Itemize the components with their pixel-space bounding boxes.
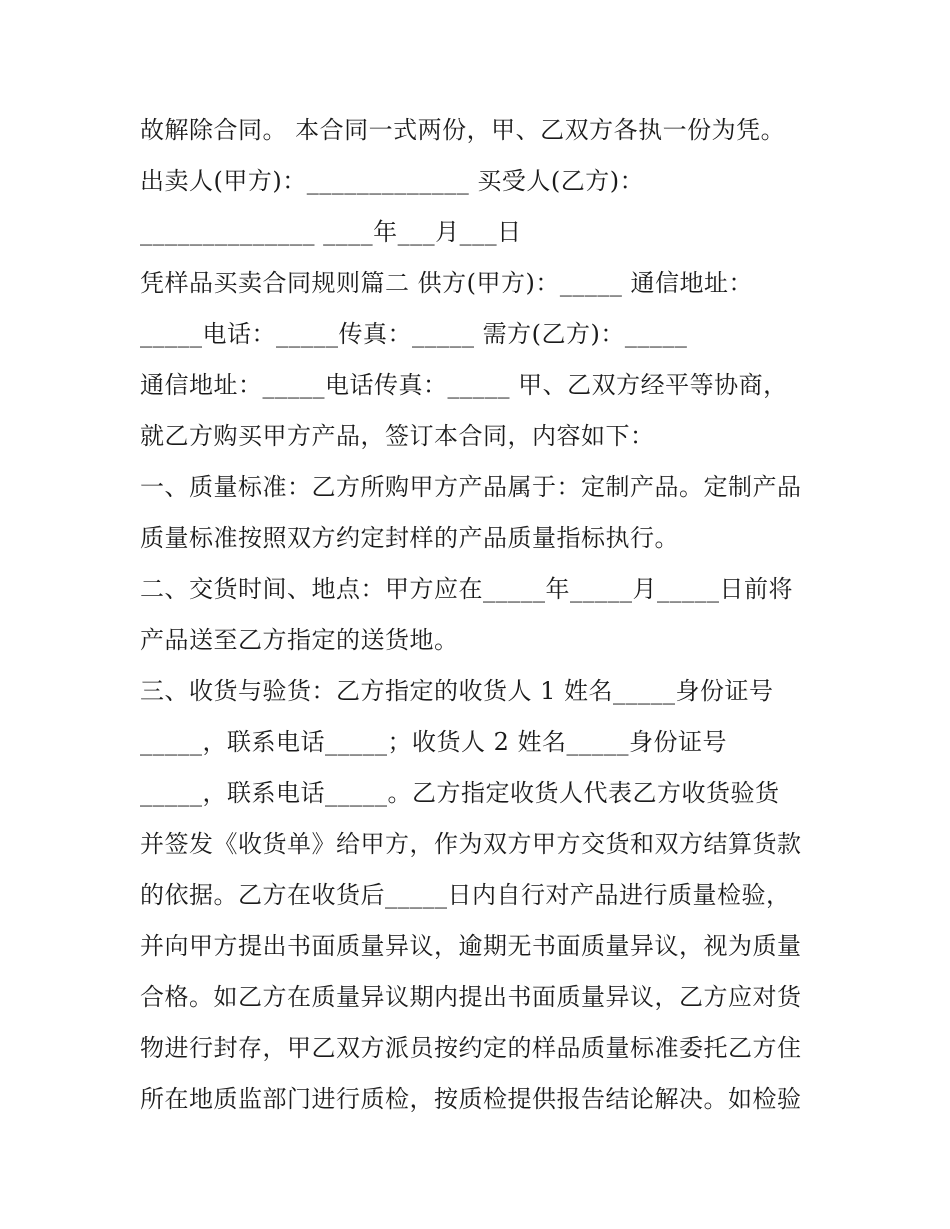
text-line: 凭样品买卖合同规则篇二 供方(甲方)：_____ 通信地址： [140,269,753,297]
text-line: 出卖人(甲方)：_____________ 买受人(乙方)： [140,167,645,195]
text-line: 一、质量标准：乙方所购甲方产品属于：定制产品。定制产品 [140,473,802,501]
text-line: ______________ ____年___月___日 [140,218,522,246]
text-line: 通信地址：_____电话传真：_____ 甲、乙双方经平等协商， [140,371,788,399]
document-body [140,105,820,1125]
text-line: 的依据。乙方在收货后_____日内自行对产品进行质量检验， [140,881,791,909]
text-line: 并向甲方提出书面质量异议，逾期无书面质量异议，视为质量 [140,932,802,960]
text-line: 产品送至乙方指定的送货地。 [140,626,459,654]
text-line: _____，联系电话_____。乙方指定收货人代表乙方收货验货 [140,779,780,807]
text-line: _____电话：_____传真：_____ 需方(乙方)：_____ [140,320,688,348]
text-line: 故解除合同。 本合同一式两份，甲、乙双方各执一份为凭。 [140,116,786,144]
text-line: 合格。如乙方在质量异议期内提出书面质量异议，乙方应对货 [140,983,802,1011]
text-line: _____，联系电话_____；收货人 2 姓名_____身份证号 [140,728,728,756]
text-line: 所在地质监部门进行质检，按质检提供报告结论解决。如检验 [140,1085,802,1113]
text-line: 二、交货时间、地点：甲方应在_____年_____月_____日前将 [140,575,793,603]
text-line: 并签发《收货单》给甲方，作为双方甲方交货和双方结算货款 [140,830,802,858]
text-line: 三、收货与验货：乙方指定的收货人 1 姓名_____身份证号 [140,677,774,705]
text-line: 质量标准按照双方约定封样的产品质量指标执行。 [140,524,679,552]
text-line: 就乙方购买甲方产品，签订本合同，内容如下： [140,422,655,450]
text-line: 物进行封存，甲乙双方派员按约定的样品质量标准委托乙方住 [140,1034,802,1062]
